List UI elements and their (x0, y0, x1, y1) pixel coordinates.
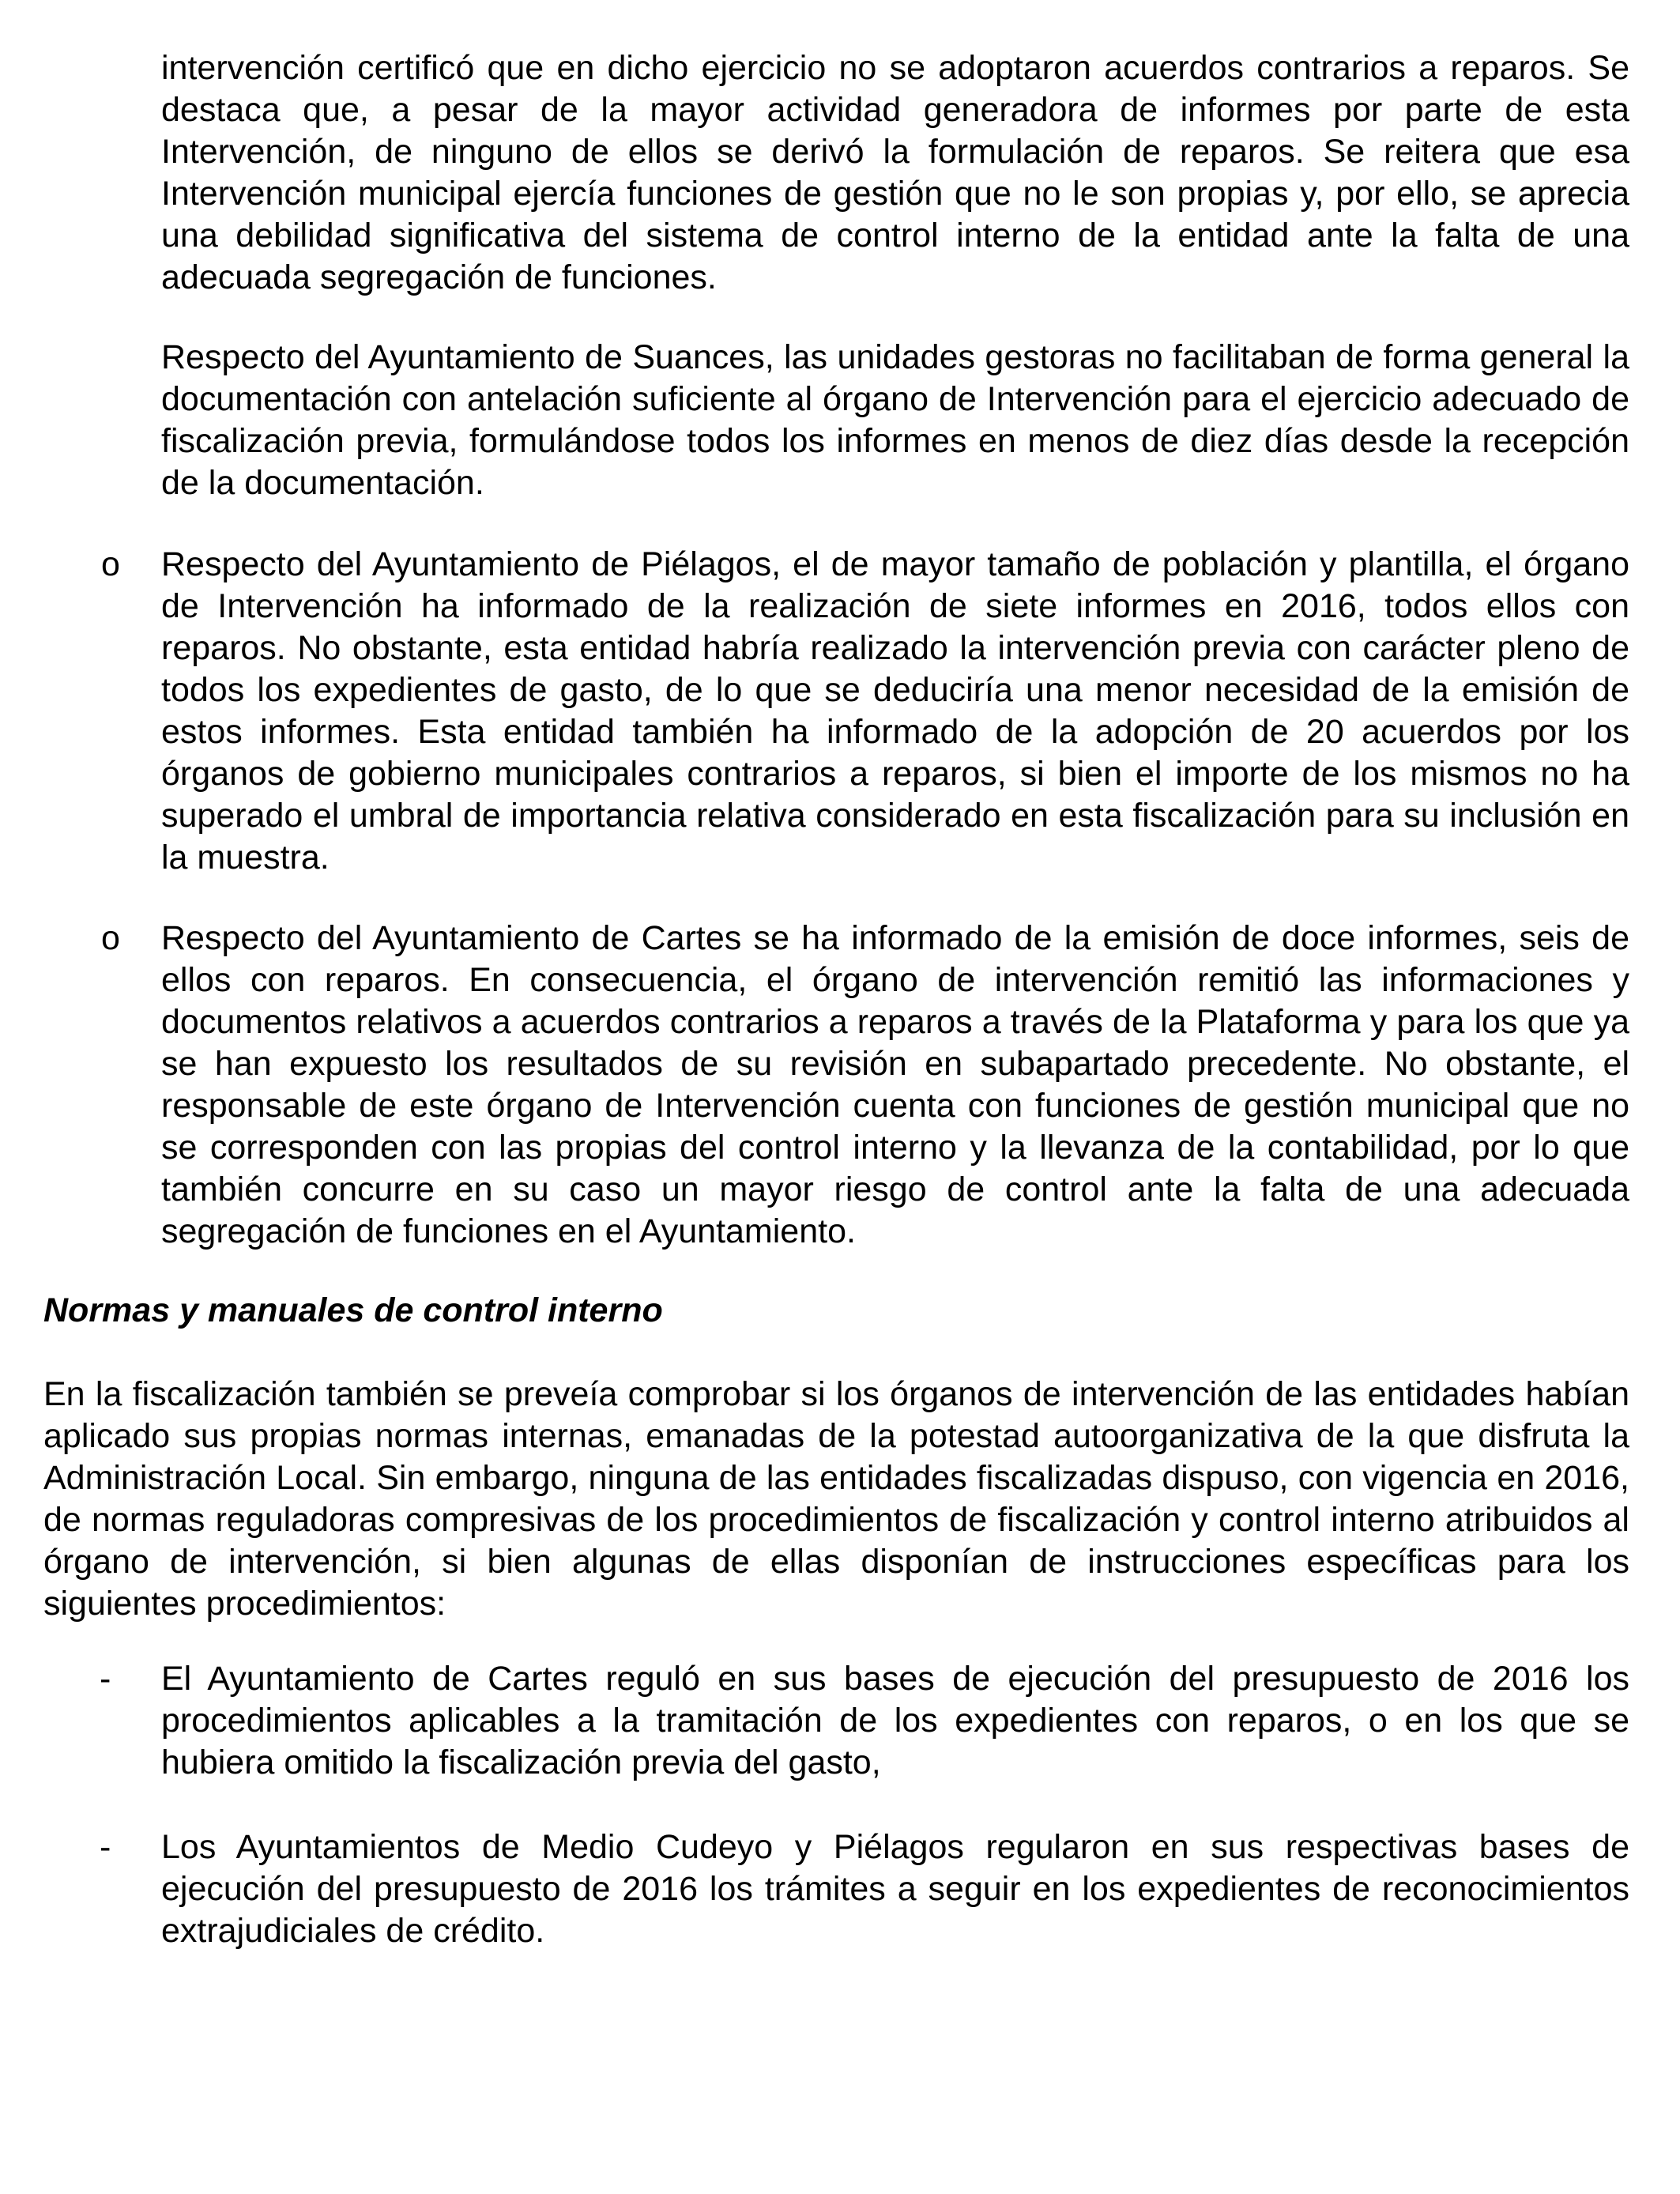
paragraph-fiscalizacion: En la fiscalización también se preveía comprobar si los órganos de intervención de las entidades habían aplicado sus propias normas internas, emanadas de la potestad autoorganizativa de la que disfruta la Administración Local. Sin embargo, ninguna de las entidades fiscalizadas dispuso, con vigencia en 2016, de normas reguladoras compresivas de los procedimientos de fiscalización y control interno atribuidos al órgano de intervención, si bien algunas de ellas disponían de instrucciones específicas para los siguientes procedimientos: (43, 1375, 1629, 1623)
paragraph-suances: Respecto del Ayuntamiento de Suances, las unidades gestoras no facilitaban de forma general la documentación con antelación suficiente al órgano de Intervención para el ejercicio adecuado de fiscalización previa, formulándose todos los informes en menos de diez días desde la recepción de la documentación. (161, 338, 1629, 502)
bullet-item-medio-cudeyo-pielagos: Los Ayuntamientos de Medio Cudeyo y Piélagos regularon en sus respectivas bases de ejecución del presupuesto de 2016 los trámites a seguir en los expedientes de reconocimientos extrajudiciales de crédito. (161, 1828, 1629, 1950)
bullet-marker-dash: - (100, 1660, 111, 1698)
bullet-marker-o: o (101, 545, 120, 583)
bullet-marker-dash: - (100, 1828, 111, 1866)
bullet-marker-o: o (101, 919, 120, 957)
paragraph-intervencion-certifico: intervención certificó que en dicho ejercicio no se adoptaron acuerdos contrarios a reparos. Se destaca que, a pesar de la mayor actividad generadora de informes por parte de esta Intervención, de ninguno de ellos se derivó la formulación de reparos. Se reitera que esa Intervención municipal ejercía funciones de gestión que no le son propias y, por ello, se aprecia una debilidad significativa del sistema de control interno de la entidad ante la falta de una adecuada segregación de funciones. (161, 49, 1629, 296)
bullet-item-cartes: Respecto del Ayuntamiento de Cartes se ha informado de la emisión de doce informes, seis de ellos con reparos. En consecuencia, el órgano de intervención remitió las informaciones y documentos relativos a acuerdos contrarios a reparos a través de la Plataforma y para los que ya se han expuesto los resultados de su revisión en subapartado precedente. No obstante, el responsable de este órgano de Intervención cuenta con funciones de gestión municipal que no se corresponden con las propias del control interno y la llevanza de la contabilidad, por lo que también concurre en su caso un mayor riesgo de control ante la falta de una adecuada segregación de funciones en el Ayuntamiento. (161, 919, 1629, 1250)
section-heading: Normas y manuales de control interno (43, 1291, 663, 1329)
bullet-item-pielagos: Respecto del Ayuntamiento de Piélagos, el de mayor tamaño de población y plantilla, el órgano de Intervención ha informado de la realización de siete informes en 2016, todos ellos con reparos. No obstante, esta entidad habría realizado la intervención previa con carácter pleno de todos los expedientes de gasto, de lo que se deduciría una menor necesidad de la emisión de estos informes. Esta entidad también ha informado de la adopción de 20 acuerdos por los órganos de gobierno municipales contrarios a reparos, si bien el importe de los mismos no ha superado el umbral de importancia relativa considerado en esta fiscalización para su inclusión en la muestra. (161, 545, 1629, 876)
bullet-item-cartes-bases: El Ayuntamiento de Cartes reguló en sus bases de ejecución del presupuesto de 2016 los procedimientos aplicables a la tramitación de los expedientes con reparos, o en los que se hubiera omitido la fiscalización previa del gasto, (161, 1660, 1629, 1781)
